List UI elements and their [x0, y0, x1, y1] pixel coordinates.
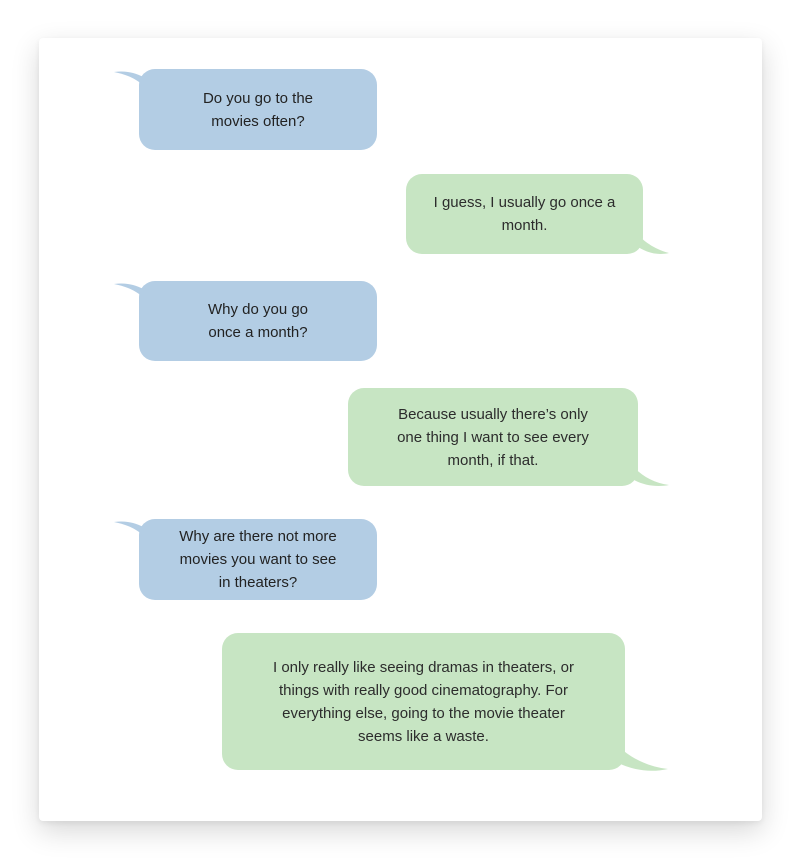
message-bubble-answer	[348, 388, 638, 486]
message-text: I guess, I usually go once a month.	[433, 194, 616, 234]
message-text: Why are there not more movies you want to see in theaters?	[179, 528, 337, 591]
message-bubble-question	[139, 519, 377, 600]
message-bubble-question	[139, 281, 377, 361]
message-text: Because usually there’s only one thing I want to see every month, if that.	[397, 405, 589, 469]
message-text: Why do you go once a month?	[207, 301, 309, 341]
message-bubble-question	[139, 69, 377, 150]
message-bubble-answer	[222, 633, 625, 770]
message-bubble-answer	[406, 174, 643, 254]
message-text: I only really like seeing dramas in theaters, or things with really good cinematography. For everything else, going to the movie theater seems like a waste.	[273, 658, 574, 745]
message-text: Do you go to the movies often?	[202, 89, 314, 130]
